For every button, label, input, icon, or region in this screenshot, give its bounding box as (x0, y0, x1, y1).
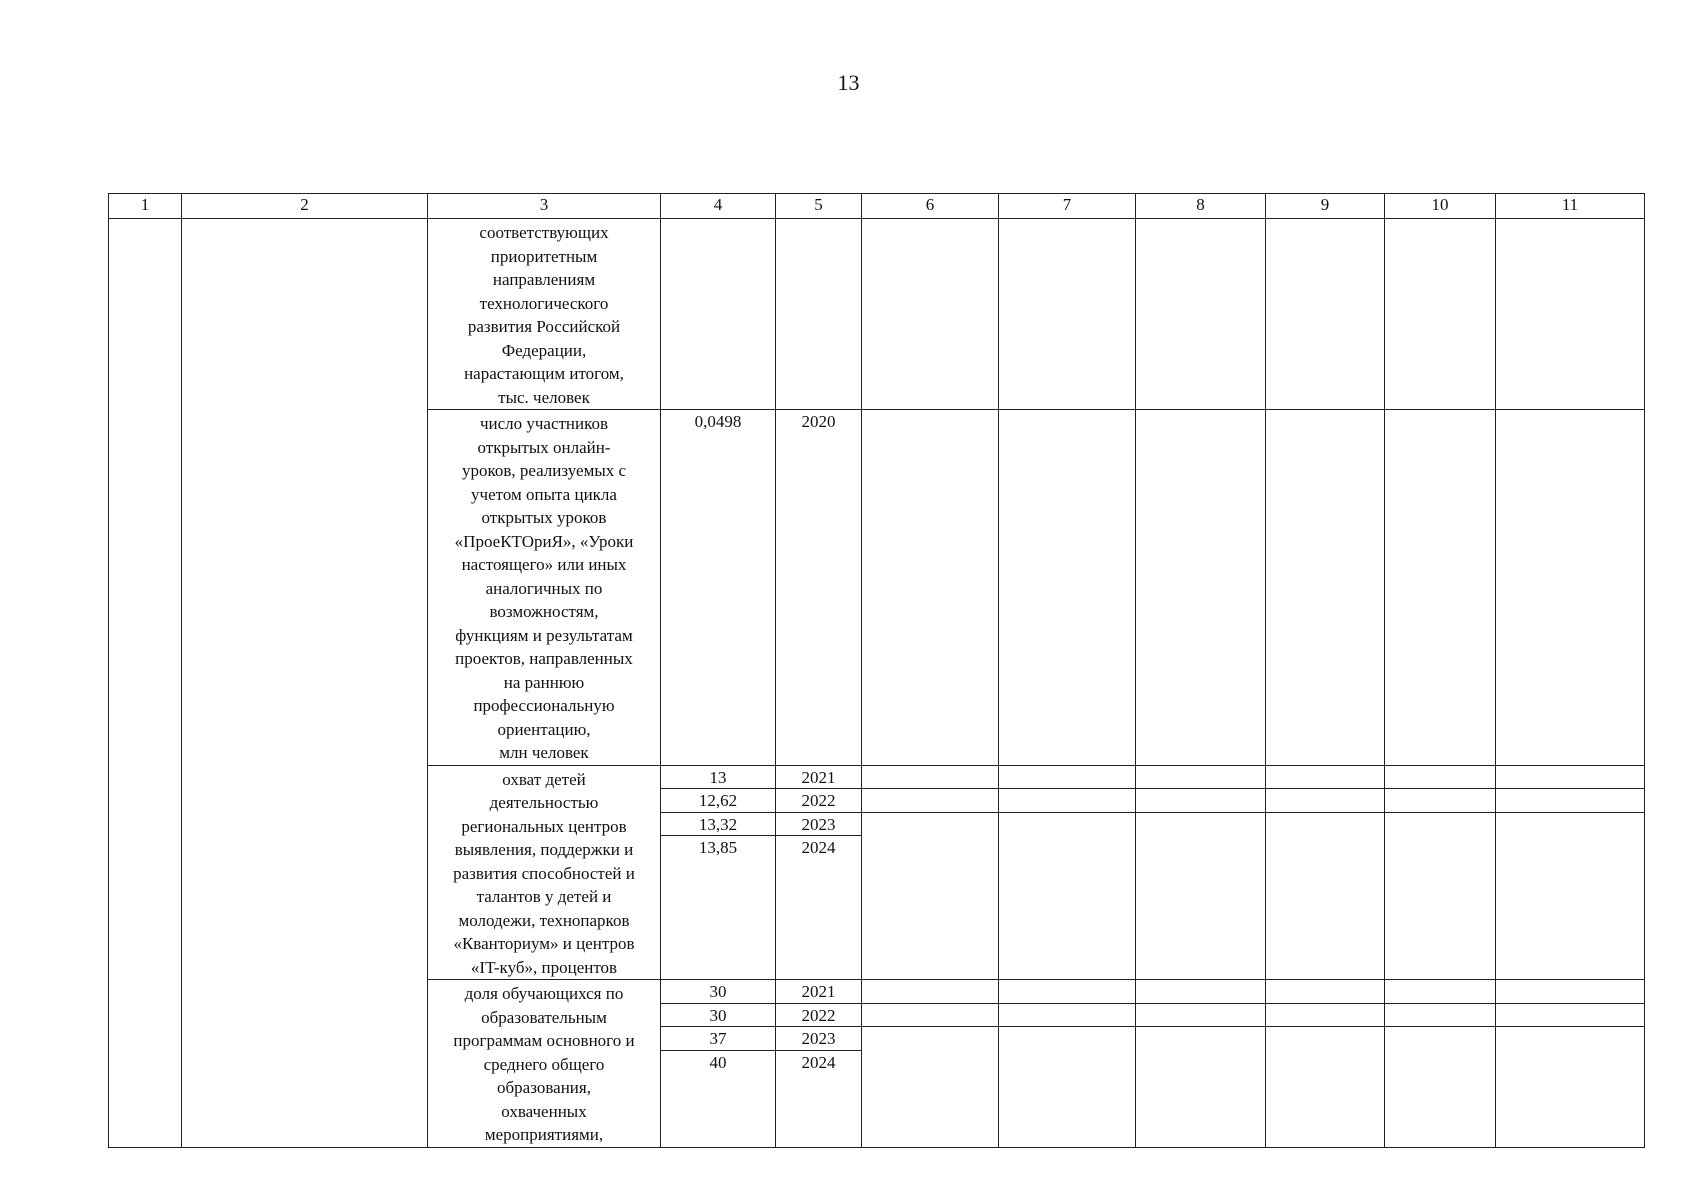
column-header-10: 10 (1385, 194, 1496, 219)
year: 2024 (801, 1052, 836, 1072)
year-cell (776, 980, 862, 1148)
year-cell (776, 219, 862, 410)
value: 30 (661, 1004, 775, 1028)
year: 2023 (776, 813, 861, 837)
value: 13,32 (661, 813, 775, 837)
column-header-4: 4 (661, 194, 776, 219)
value: 13 (661, 766, 775, 790)
value-cell (661, 410, 776, 766)
column-header-8: 8 (1136, 194, 1266, 219)
column-header-6: 6 (862, 194, 999, 219)
cell-col1 (109, 219, 182, 1148)
year: 2022 (776, 789, 861, 813)
year-cell (776, 410, 862, 766)
page-number: 13 (837, 70, 860, 95)
indicator-description: соответствующих приоритетным направлениям технологического развития Российской Федерации, нарастающим итогом, тыс. человек (428, 219, 661, 410)
column-number-row (109, 194, 1645, 219)
value-cell (661, 765, 776, 980)
indicator-description: охват детей деятельностью региональных центров выявления, поддержки и развития способностей и талантов у детей и молодежи, технопарков «Кванториум» и центров «IT-куб», процентов (428, 765, 661, 980)
value: 12,62 (661, 789, 775, 813)
year: 2021 (776, 980, 861, 1004)
year: 2020 (801, 412, 836, 431)
year: 2023 (776, 1027, 861, 1051)
value: 0,0498 (694, 412, 742, 431)
value: 37 (661, 1027, 775, 1051)
year-cell (776, 765, 862, 980)
indicator-description: доля обучающихся по образовательным программам основного и среднего общего образования, охваченных мероприятиями, (428, 980, 661, 1148)
column-header-11: 11 (1496, 194, 1645, 219)
value: 13,85 (698, 838, 738, 857)
value: 40 (709, 1052, 727, 1072)
column-header-2: 2 (182, 194, 428, 219)
column-header-9: 9 (1266, 194, 1385, 219)
table-row (109, 219, 1645, 410)
value-cell (661, 980, 776, 1148)
cell-col2 (182, 219, 428, 1148)
column-header-1: 1 (109, 194, 182, 219)
value-cell (661, 219, 776, 410)
year: 2022 (776, 1004, 861, 1028)
year: 2021 (776, 766, 861, 790)
year: 2024 (801, 838, 836, 857)
indicator-description: число участников открытых онлайн- уроков, реализуемых с учетом опыта цикла открытых уроков «ПроеКТОриЯ», «Уроки настоящего» или иных аналогичных по возможностям, функциям и результатам проектов, направленных на раннюю профессиональную ориентацию, млн человек (428, 410, 661, 766)
column-header-5: 5 (776, 194, 862, 219)
column-header-3: 3 (428, 194, 661, 219)
column-header-7: 7 (999, 194, 1136, 219)
indicators-table (108, 193, 1645, 1148)
value: 30 (661, 980, 775, 1004)
